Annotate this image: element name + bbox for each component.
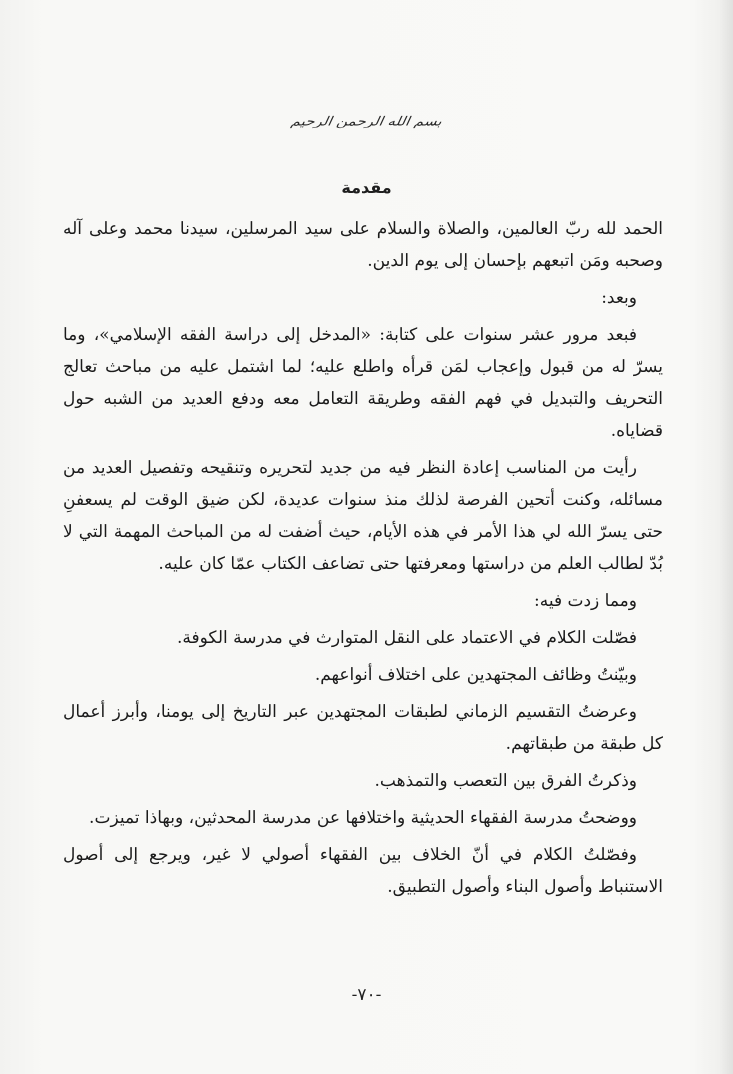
- page-heading: مقدمة: [341, 178, 392, 197]
- paragraph-hadith-school: ووضحتُ مدرسة الفقهاء الحديثية واختلافها عن مدرسة المحدثين، وبهاذا تميزت.: [89, 808, 637, 828]
- paragraph-kufa: فصّلت الكلام في الاعتماد على النقل المتوارث في مدرسة الكوفة.: [177, 628, 637, 648]
- page-number: -٧٠-: [351, 985, 382, 1005]
- paragraph-fanaticism: وذكرتُ الفرق بين التعصب والتمذهب.: [374, 771, 637, 791]
- paragraph-disagreement: وفصّلتُ الكلام في أنّ الخلاف بين الفقهاء أصولي لا غير، ويرجع إلى أصول الاستنباط وأصول البناء وأصول التطبيق.: [63, 845, 663, 897]
- paragraph-additions-intro: ومما زدت فيه:: [533, 591, 637, 611]
- basmala-calligraphy: بسم الله الرحمن الرحيم: [289, 113, 444, 129]
- paragraph-and-after: وبعد:: [601, 288, 637, 308]
- paragraph-tiers: وعرضتُ التقسيم الزماني لطبقات المجتهدين عبر التاريخ إلى يومنا، وأبرز أعمال كل طبقة من طبقاتهم.: [63, 702, 663, 754]
- paragraph-ten-years: فبعد مرور عشر سنوات على كتابة: «المدخل إلى دراسة الفقه الإسلامي»، وما يسرّ له من قبول وإعجاب لمَن قرأه واطلع عليه؛ لما اشتمل عليه من مباحث تعالج التحريف والتبديل في فهم الفقه وطريقة التعامل معه ودفع العديد من الشبه حول قضاياه.: [63, 325, 663, 441]
- page-gutter-shadow: [719, 0, 733, 1074]
- body-text: [63, 213, 663, 908]
- paragraph-mujtahid-roles: وبيّنتُ وظائف المجتهدين على اختلاف أنواعهم.: [314, 665, 637, 685]
- paragraph-praise: الحمد لله ربّ العالمين، والصلاة والسلام على سيد المرسلين، سيدنا محمد وعلى آله وصحبه ومَن اتبعهم بإحسان إلى يوم الدين.: [63, 219, 663, 271]
- paragraph-revision: رأيت من المناسب إعادة النظر فيه من جديد لتحريره وتنقيحه وتفصيل العديد من مسائله، وكنت أتحين الفرصة لذلك منذ سنوات عديدة، لكن ضيق الوقت لم يسعفنِ حتى يسرّ الله لي هذا الأمر في هذه الأيام، حيث أضفت له من المباحث المهمة التي لا بُدّ لطالب العلم من دراستها ومعرفتها حتى تضاعف الكتاب عمّا كان عليه.: [63, 458, 663, 574]
